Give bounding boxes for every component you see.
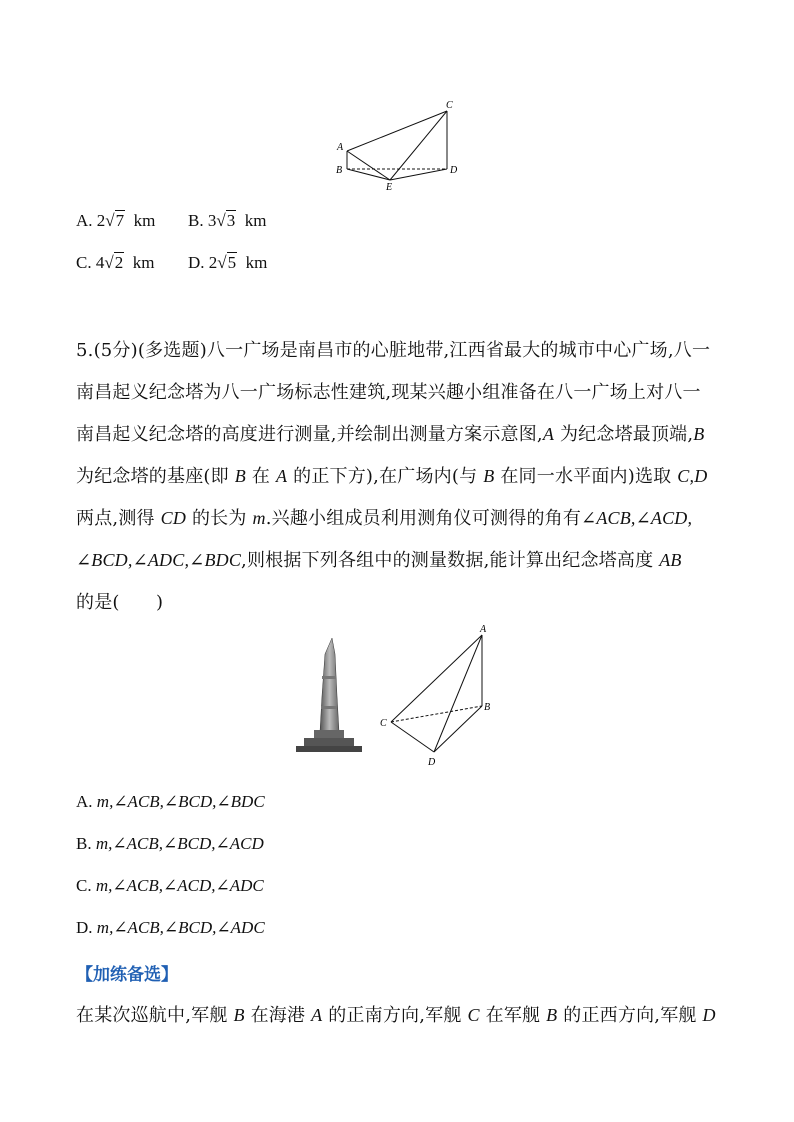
figure-1-diagram [330, 96, 470, 192]
q5-option-a [76, 792, 265, 812]
edge-AE [347, 151, 390, 180]
figure-2-diagram [374, 620, 504, 770]
q5-d-rest: ,∠ACB,∠BCD,∠ADC [109, 918, 265, 937]
q5-l4a: 为纪念塔的基座(即 [76, 466, 235, 487]
q4-d-unit: km [245, 253, 268, 272]
q4-d-radicand: 5 [227, 253, 237, 272]
q5-line-2: 南昌起义纪念塔为八一广场标志性建筑,现某兴趣小组准备在八一广场上对八一 [76, 382, 701, 403]
q5-l4g: 在同一水平面内)选取 [494, 466, 678, 487]
q5-l3a: 南昌起义纪念塔的高度进行测量,并绘制出测量方案示意图, [76, 424, 543, 445]
q5-line-3 [76, 420, 705, 446]
q4-b-radicand: 3 [226, 211, 236, 230]
q5-d-m: m [96, 918, 110, 937]
q4-a-radicand: 7 [115, 211, 125, 230]
extra-practice-header: 【加练备选】 [76, 965, 178, 985]
q5-l5a: 两点,测得 [76, 508, 161, 529]
edge-ED [390, 169, 447, 180]
label-C: C [380, 718, 387, 729]
q4-option-a [76, 211, 155, 231]
extra-line-1 [76, 1001, 716, 1027]
q4-b-prefix: B. 3 [188, 211, 217, 230]
q5-l3d: B [693, 424, 705, 444]
q5-l6a: ∠BCD,∠ADC,∠BDC [76, 550, 242, 570]
q5-b-rest: ,∠ACB,∠BCD,∠ACD [108, 834, 264, 853]
q5-b-m: m [95, 834, 109, 853]
q5-a-letter: A. [76, 792, 97, 811]
label-A: A [480, 624, 487, 635]
label-D: D [428, 757, 436, 768]
q4-option-b [188, 211, 266, 231]
q5-l4b: B [234, 466, 246, 486]
extra-l1g: 在军舰 [479, 1005, 547, 1026]
q5-l6b: ,则根据下列各组中的测量数据,能计算出纪念塔高度 [241, 550, 660, 571]
q5-l5b: CD [160, 508, 187, 528]
sqrt-sign: √7 [105, 211, 125, 230]
edge-AC [391, 635, 482, 722]
edge-AD [434, 635, 482, 752]
label-B: B [484, 702, 491, 713]
q5-l4c: 在 [245, 466, 276, 487]
q5-l3b: A [542, 424, 555, 444]
q5-l3c: 为纪念塔最顶端, [554, 424, 694, 445]
q5-l4d: A [276, 466, 288, 486]
sqrt-sign: √3 [216, 211, 236, 230]
q5-a-rest: ,∠ACB,∠BCD,∠BDC [109, 792, 265, 811]
q5-line-5 [76, 504, 692, 530]
q5-l4f: B [483, 466, 495, 486]
q5-c-rest: ,∠ACB,∠ACD,∠ADC [108, 876, 264, 895]
q5-l6c: AB [659, 550, 682, 570]
edge-CE [390, 111, 447, 180]
q5-option-d [76, 918, 265, 938]
q4-a-prefix: A. 2 [76, 211, 106, 230]
extra-l1e: 的正南方向,军舰 [322, 1005, 468, 1026]
q5-l4h: C,D [677, 466, 708, 486]
q5-a-m: m [96, 792, 110, 811]
label-B: B [336, 165, 343, 176]
q5-line-1: 5.(5分)(多选题)八一广场是南昌市的心脏地带,江西省最大的城市中心广场,八一 [76, 340, 711, 361]
q4-b-unit: km [244, 211, 267, 230]
extra-l1j: D [702, 1005, 716, 1025]
q5-line-6 [76, 546, 682, 572]
q4-c-unit: km [132, 253, 155, 272]
extra-l1f: C [467, 1005, 480, 1025]
q4-c-radicand: 2 [114, 253, 124, 272]
q5-c-m: m [95, 876, 109, 895]
extra-l1a: 在某次巡航中,军舰 [76, 1005, 234, 1026]
q4-c-prefix: C. 4 [76, 253, 105, 272]
q5-l5f: ∠ACB,∠ACD, [581, 508, 693, 528]
extra-l1h: B [546, 1005, 558, 1025]
extra-l1i: 的正西方向,军舰 [557, 1005, 703, 1026]
q5-option-c [76, 876, 264, 896]
q5-option-b [76, 834, 264, 854]
q5-l5c: 的长为 [186, 508, 253, 529]
sqrt-sign: √5 [217, 253, 237, 272]
label-A: A [337, 142, 344, 153]
sqrt-sign: √2 [104, 253, 124, 272]
extra-l1b: B [233, 1005, 245, 1025]
q5-b-letter: B. [76, 834, 96, 853]
edge-CD [391, 722, 434, 752]
q4-option-d [188, 253, 267, 273]
extra-l1c: 在海港 [244, 1005, 312, 1026]
label-C: C [446, 100, 453, 111]
q5-l5d: m [252, 508, 266, 528]
extra-l1d: A [311, 1005, 323, 1025]
monument-image [296, 636, 362, 754]
q5-d-letter: D. [76, 918, 97, 937]
q5-l4e: 的正下方),在广场内(与 [287, 466, 484, 487]
label-D: D [450, 165, 458, 176]
edge-BE [347, 169, 390, 180]
q5-c-letter: C. [76, 876, 96, 895]
q5-line-7: 的是( ) [76, 592, 164, 613]
q4-d-prefix: D. 2 [188, 253, 218, 272]
edge-AC [347, 111, 447, 151]
label-E: E [386, 182, 393, 192]
q4-a-unit: km [133, 211, 156, 230]
q4-option-c [76, 253, 154, 273]
q5-line-4 [76, 462, 707, 488]
q5-l5e: .兴趣小组成员利用测角仪可测得的角有 [265, 508, 582, 529]
